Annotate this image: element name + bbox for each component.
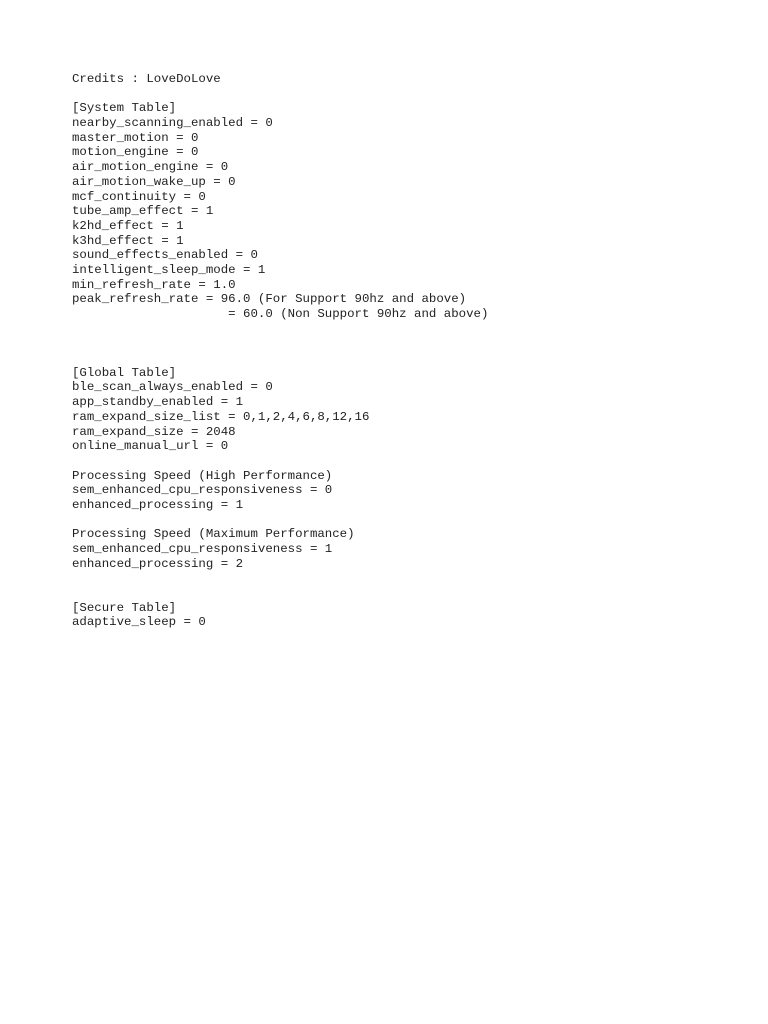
setting-line: k3hd_effect = 1	[72, 233, 184, 248]
setting-line: = 60.0 (Non Support 90hz and above)	[72, 307, 489, 321]
setting-line: sound_effects_enabled = 0	[72, 248, 258, 263]
setting-line: app_standby_enabled = 1	[72, 395, 244, 410]
credits-line: Credits : LoveDoLove	[72, 72, 221, 86]
spacer	[72, 586, 752, 601]
spacer	[72, 87, 752, 102]
high-performance-header: Processing Speed (High Performance)	[72, 468, 333, 483]
spacer	[72, 513, 752, 528]
setting-line: ram_expand_size = 2048	[72, 424, 236, 439]
setting-line: enhanced_processing = 1	[72, 497, 244, 512]
setting-line: sem_enhanced_cpu_responsiveness = 1	[72, 542, 333, 556]
setting-line: intelligent_sleep_mode = 1	[72, 262, 266, 277]
setting-line: motion_engine = 0	[72, 145, 199, 160]
setting-line: min_refresh_rate = 1.0	[72, 277, 236, 292]
setting-line: online_manual_url = 0	[72, 439, 229, 454]
setting-line: ble_scan_always_enabled = 0	[72, 380, 273, 395]
spacer	[72, 351, 752, 366]
global-table-header: [Global Table]	[72, 365, 177, 380]
setting-line: tube_amp_effect = 1	[72, 204, 214, 219]
spacer	[72, 336, 752, 351]
system-table-header: [System Table]	[72, 101, 177, 116]
secure-table-header: [Secure Table]	[72, 600, 177, 615]
spacer	[72, 454, 752, 469]
setting-line: nearby_scanning_enabled = 0	[72, 116, 273, 131]
setting-line: master_motion = 0	[72, 130, 199, 145]
setting-line: air_motion_engine = 0	[72, 160, 229, 175]
setting-line: ram_expand_size_list = 0,1,2,4,6,8,12,16	[72, 409, 370, 424]
setting-line: peak_refresh_rate = 96.0 (For Support 90hz and above)	[72, 292, 467, 307]
setting-line: adaptive_sleep = 0	[72, 615, 206, 630]
setting-line: sem_enhanced_cpu_responsiveness = 0	[72, 483, 333, 498]
maximum-performance-header: Processing Speed (Maximum Performance)	[72, 527, 355, 542]
setting-line: air_motion_wake_up = 0	[72, 174, 236, 189]
setting-line: mcf_continuity = 0	[72, 189, 206, 204]
setting-line: k2hd_effect = 1	[72, 218, 184, 233]
spacer	[72, 322, 752, 337]
document-page	[72, 72, 752, 630]
spacer	[72, 571, 752, 586]
setting-line: enhanced_processing = 2	[72, 556, 244, 571]
